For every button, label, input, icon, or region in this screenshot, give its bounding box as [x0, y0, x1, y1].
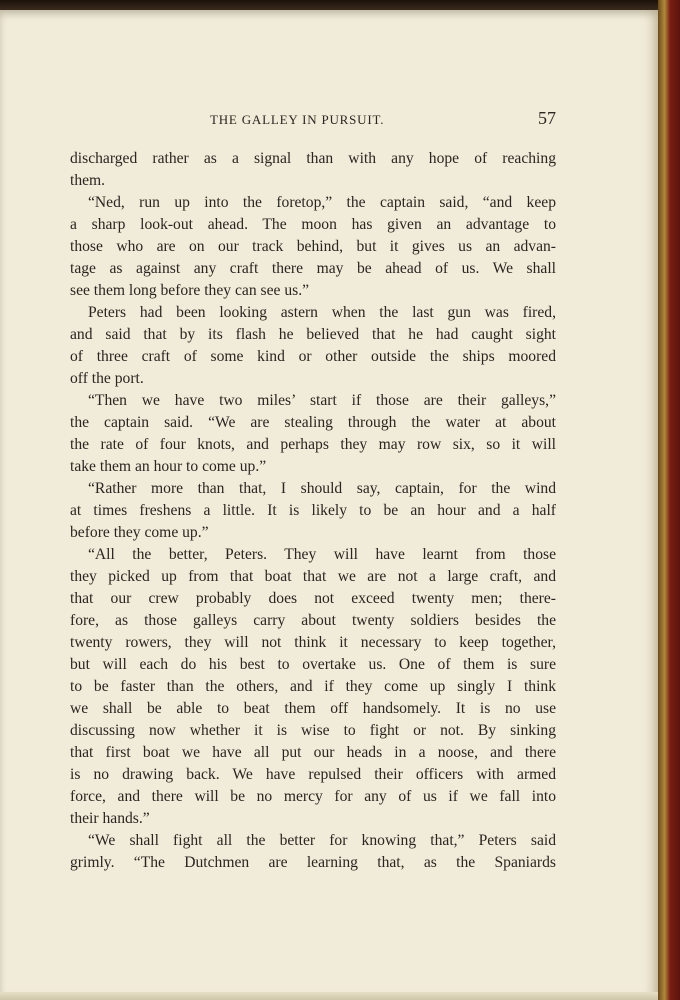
text-line: is no drawing back. We have repulsed their officers with armed: [70, 766, 556, 783]
text-line: their hands.”: [70, 810, 150, 827]
text-line: those who are on our track behind, but it gives us an advan-: [70, 238, 556, 255]
text-line: but will each do his best to overtake us. One of them is sure: [70, 656, 556, 673]
running-head: THE GALLEY IN PURSUIT.: [210, 112, 385, 127]
text-line: them.: [70, 172, 106, 189]
text-line: “Ned, run up into the foretop,” the captain said, “and keep: [88, 194, 556, 211]
text-line: we shall be able to beat them off handsomely. It is no use: [70, 700, 556, 717]
text-line: take them an hour to come up.”: [70, 458, 267, 475]
text-line: tage as against any craft there may be ahead of us. We shall: [70, 260, 556, 277]
text-line: that our crew probably does not exceed twenty men; there-: [70, 590, 556, 607]
text-line: see them long before they can see us.”: [70, 282, 310, 299]
body-text: [70, 148, 556, 874]
text-line: discussing now whether it is wise to fight or not. By sinking: [70, 722, 556, 739]
text-line: before they come up.”: [70, 524, 209, 541]
text-line: a sharp look-out ahead. The moon has given an advantage to: [70, 216, 556, 233]
text-line: “All the better, Peters. They will have learnt from those: [88, 546, 556, 563]
text-line: Peters had been looking astern when the last gun was fired,: [88, 304, 556, 321]
text-line: twenty rowers, they will not think it necessary to keep together,: [70, 634, 556, 651]
text-line: grimly. “The Dutchmen are learning that, as the Spaniards: [70, 854, 556, 871]
text-line: “Rather more than that, I should say, captain, for the wind: [88, 480, 556, 497]
text-line: fore, as those galleys carry about twenty soldiers besides the: [70, 612, 556, 629]
text-line: they picked up from that boat that we are not a large craft, and: [70, 568, 556, 585]
text-line: force, and there will be no mercy for any of us if we fall into: [70, 788, 556, 805]
text-line: “We shall fight all the better for knowing that,” Peters said: [88, 832, 556, 849]
book-top-edge: [0, 0, 680, 10]
page-number: 57: [538, 108, 556, 128]
text-line: the rate of four knots, and perhaps they may row six, so it will: [70, 436, 556, 453]
page-bottom-edge: [0, 992, 658, 1000]
book-spine-edge: [658, 0, 680, 1000]
text-line: at times freshens a little. It is likely to be an hour and a half: [70, 502, 556, 519]
text-line: the captain said. “We are stealing through the water at about: [70, 414, 556, 431]
text-line: “Then we have two miles’ start if those are their galleys,”: [88, 392, 556, 409]
text-line: and said that by its flash he believed that he had caught sight: [70, 326, 556, 343]
text-line: of three craft of some kind or other outside the ships moored: [70, 348, 556, 365]
text-line: discharged rather as a signal than with any hope of reaching: [70, 150, 556, 167]
text-line: that first boat we have all put our heads in a noose, and there: [70, 744, 556, 761]
page-header: [70, 108, 556, 132]
text-line: to be faster than the others, and if they come up singly I think: [70, 678, 556, 695]
text-line: off the port.: [70, 370, 144, 387]
